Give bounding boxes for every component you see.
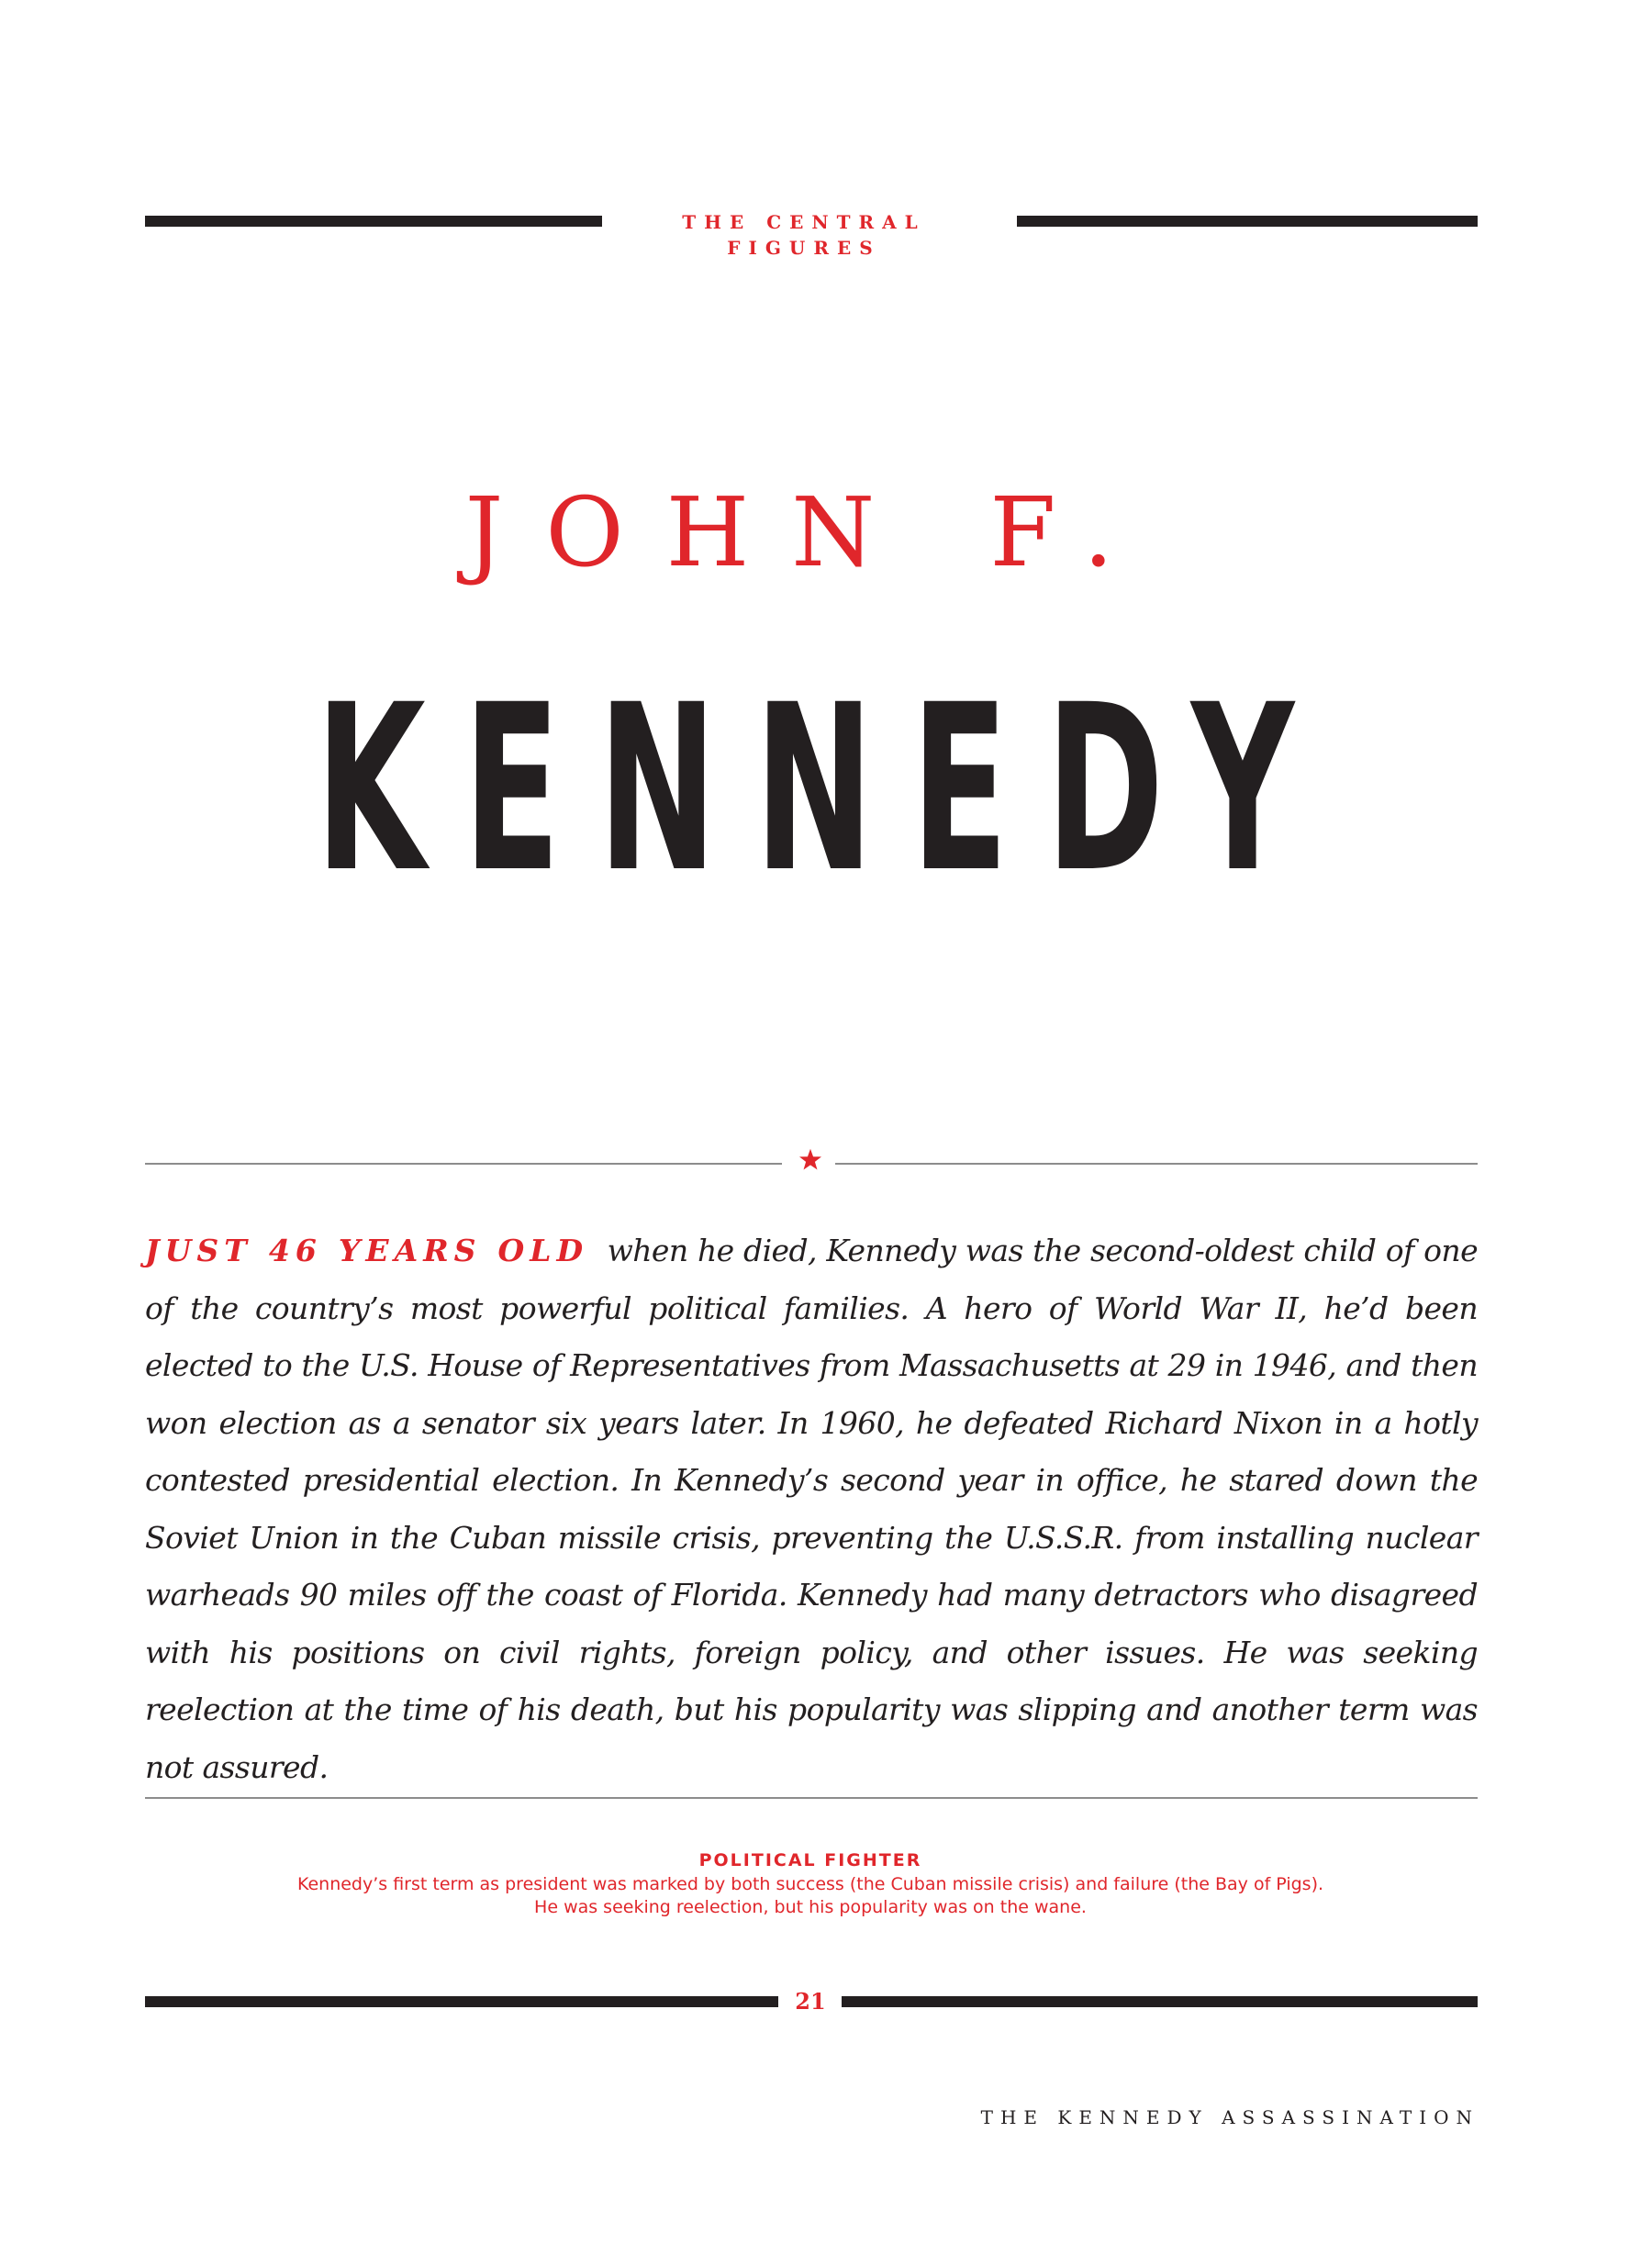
star-icon	[798, 1147, 823, 1173]
caption-title: POLITICAL FIGHTER	[698, 1850, 922, 1870]
title-last-name: KENNEDY	[315, 655, 1333, 922]
section-label: THE CENTRAL FIGURES	[682, 211, 926, 259]
article-body-text: when he died, Kennedy was the second-oldest child of one of the country’s most powerful political families. A hero of World War II, he’d been elected to the U.S. House of Representatives from Massachusetts at 29 in 1946, and then won election as a senator six years later. In 1960, he defeated Richard Nixon in a hotly contested presidential election. In Kennedy’s second year in office, he stared down the Soviet Union in the Cuban missile crisis, preventing the U.S.S.R. from installing nuclear warheads 90 miles off the coast of Florida. Kennedy had many detractors who disagreed with his positions on civil rights, foreign policy, and other issues. He was seeking reelection at the time of his death, but his popularity was slipping and another term was not assured.	[145, 1233, 1479, 1785]
bottom-rule-left	[145, 1996, 778, 2007]
bottom-rule-right	[842, 1996, 1478, 2007]
title-first-name: JOHN F.	[464, 476, 1156, 588]
article-lead-in: JUST 46 YEARS OLD	[145, 1233, 589, 1268]
top-rule-right	[1017, 216, 1478, 227]
publication-title: THE KENNEDY ASSASSINATION	[980, 2106, 1479, 2128]
caption-text: Kennedy’s first term as president was marked by both success (the Cuban missile crisis) and failure (the Bay of Pigs). He was seeking reelection, but his popularity was on the wane.	[296, 1874, 1324, 1917]
page-number: 21	[795, 1988, 826, 2015]
divider-rule-right	[835, 1163, 1478, 1165]
top-rule-left	[145, 216, 602, 227]
article-body	[145, 1222, 1478, 1796]
caption-rule	[145, 1797, 1478, 1799]
divider-rule-left	[145, 1163, 782, 1165]
